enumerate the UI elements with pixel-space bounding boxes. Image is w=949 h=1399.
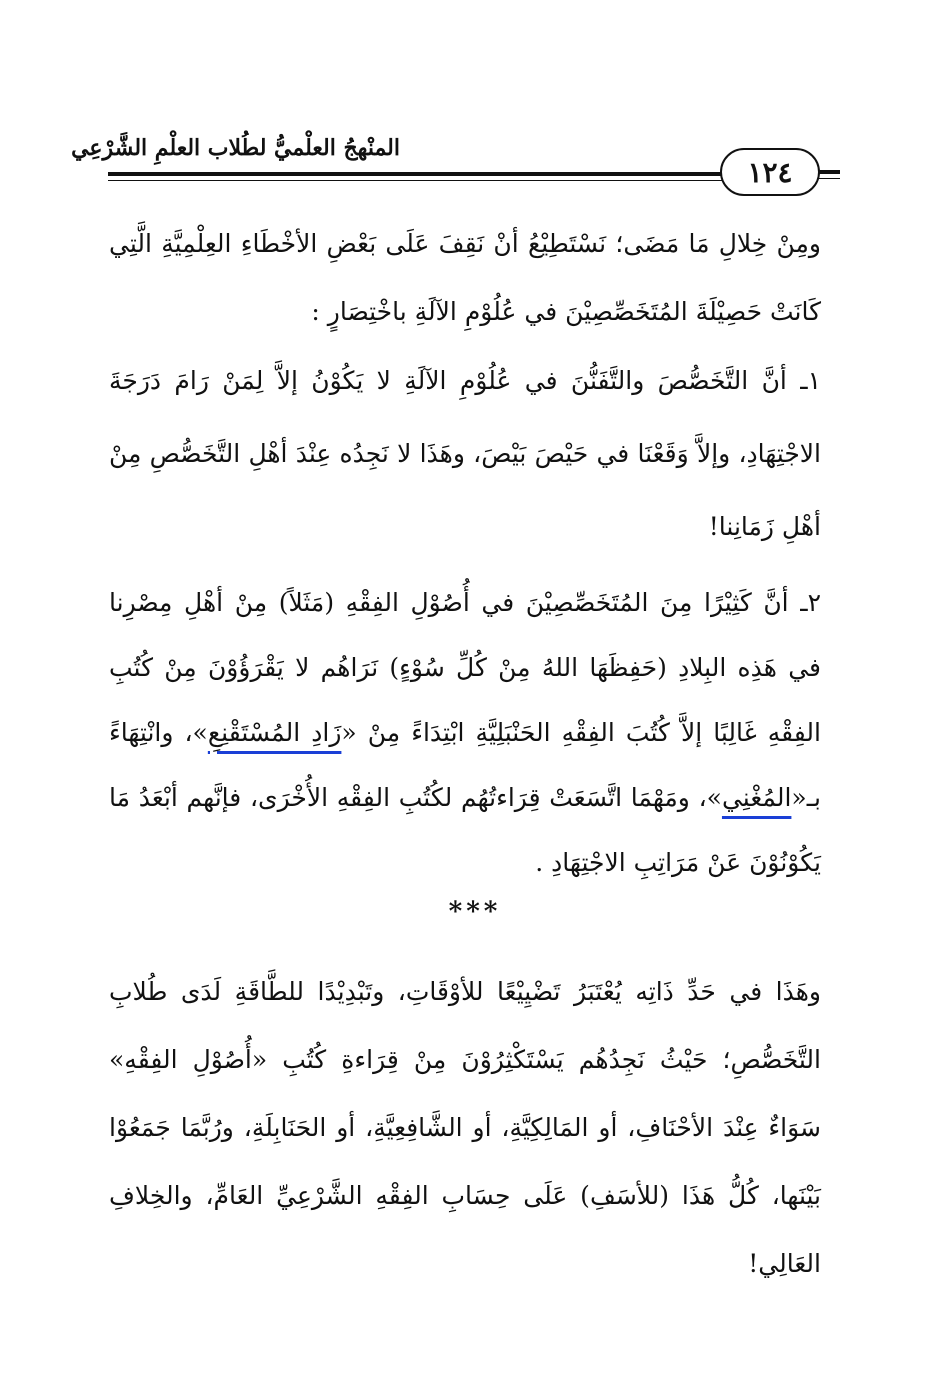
badge-ornament: [818, 170, 840, 174]
point-one-paragraph: ١ـ أنَّ التَّخَصُّصَ والتَّفَنُّنَ في عُلُوْمِ الآلَةِ لا يَكُوْنُ إلاَّ لِمَنْ رَامَ دَرَجَةَ الاجْتِهَادِ، وإلاَّ وَقَعْنَا في حَيْصَ بَيْصَ، وهَذَا لا نَجِدُه عِنْدَ أهْلِ التَّخَصُّصِ مِنْ أهْلِ زَمَانِنا!: [109, 366, 821, 541]
intro-paragraph: ومِنْ خِلالِ مَا مَضَى؛ نَسْتَطِيْعُ أنْ نَقِفَ عَلَى بَعْضِ الأخْطَاءِ العِلْمِيَّةِ الَّتِي كَانَتْ حَصِيْلَةَ المُتَخَصِّصِيْنَ في عُلُوْمِ الآلَةِ باخْتِصَارٍ :: [109, 229, 821, 326]
badge-ornament-thin: [818, 178, 840, 179]
point-two-text-middle: »، وانْتِهَاءً بـ«: [109, 718, 821, 812]
header-rule-thin: [108, 180, 730, 181]
page-number: ١٢٤: [747, 156, 793, 189]
point-two-text-start: ٢ـ أنَّ كَثِيْرًا مِنَ المُتَخَصِّصِيْنَ في أُصُوْلِ الفِقْهِ (مَثَلاً) مِنْ أهْلِ مِصْرِنا في هَذِه البِلادِ (حَفِظَهَا اللهُ مِنْ كُلِّ سُوْءٍ) نَرَاهُم لا يَقْرَؤُوْنَ مِنْ كُتُبِ الفِقْهِ غَالِبًا إلاَّ كُتُبَ الفِقْهِ الحَنْبَلِيَّةِ ابْتِدَاءً مِنْ «: [109, 588, 821, 747]
section-separator: ***: [448, 897, 502, 927]
header-rule: [108, 172, 730, 176]
point-two-text-end: »، ومَهْمَا اتَّسَعَتْ قِرَاءتُهُم لكُتُبِ الفِقْهِ الأُخْرَى، فإنَّهم أبْعَدُ مَا يَكُوْنُوْنَ عَنْ مَرَاتِبِ الاجْتِهَادِ .: [109, 783, 821, 877]
running-title: المنْهجُ العلْميُّ لطُلاب العلْمِ الشَّرْعِي: [71, 135, 400, 161]
book-title-zad-al-mustaqni: زَادِ المُسْتَقْنِعِ: [207, 718, 342, 747]
book-title-al-mughni: المُغْنِي: [721, 783, 792, 812]
closing-paragraph: وهَذَا في حَدِّ ذَاتِه يُعْتَبَرُ تَضْيِيْعًا للأوْقَاتِ، وتَبْدِيْدًا للطَّاقَةِ لَدَى طُلابِ التَّخَصُّصِ؛ حَيْثُ نَجِدُهُم يَسْتَكْثِرُوْنَ مِنْ قِرَاءةِ كُتُبِ «أُصُوْلِ الفِقْهِ» سَوَاءٌ عِنْدَ الأحْنَافِ، أو المَالِكِيَّةِ، أو الشَّافِعِيَّةِ، أو الحَنَابِلَةِ، ورُبَّمَا جَمَعُوْا بَيْنَها، كُلُّ هَذَا (للأسَفِ) عَلَى حِسَابِ الفِقْهِ الشَّرْعِيِّ العَامِّ، والخِلافِ العَالِي!: [109, 977, 821, 1278]
page-number-badge: [720, 148, 820, 196]
point-two-paragraph: [109, 570, 821, 895]
